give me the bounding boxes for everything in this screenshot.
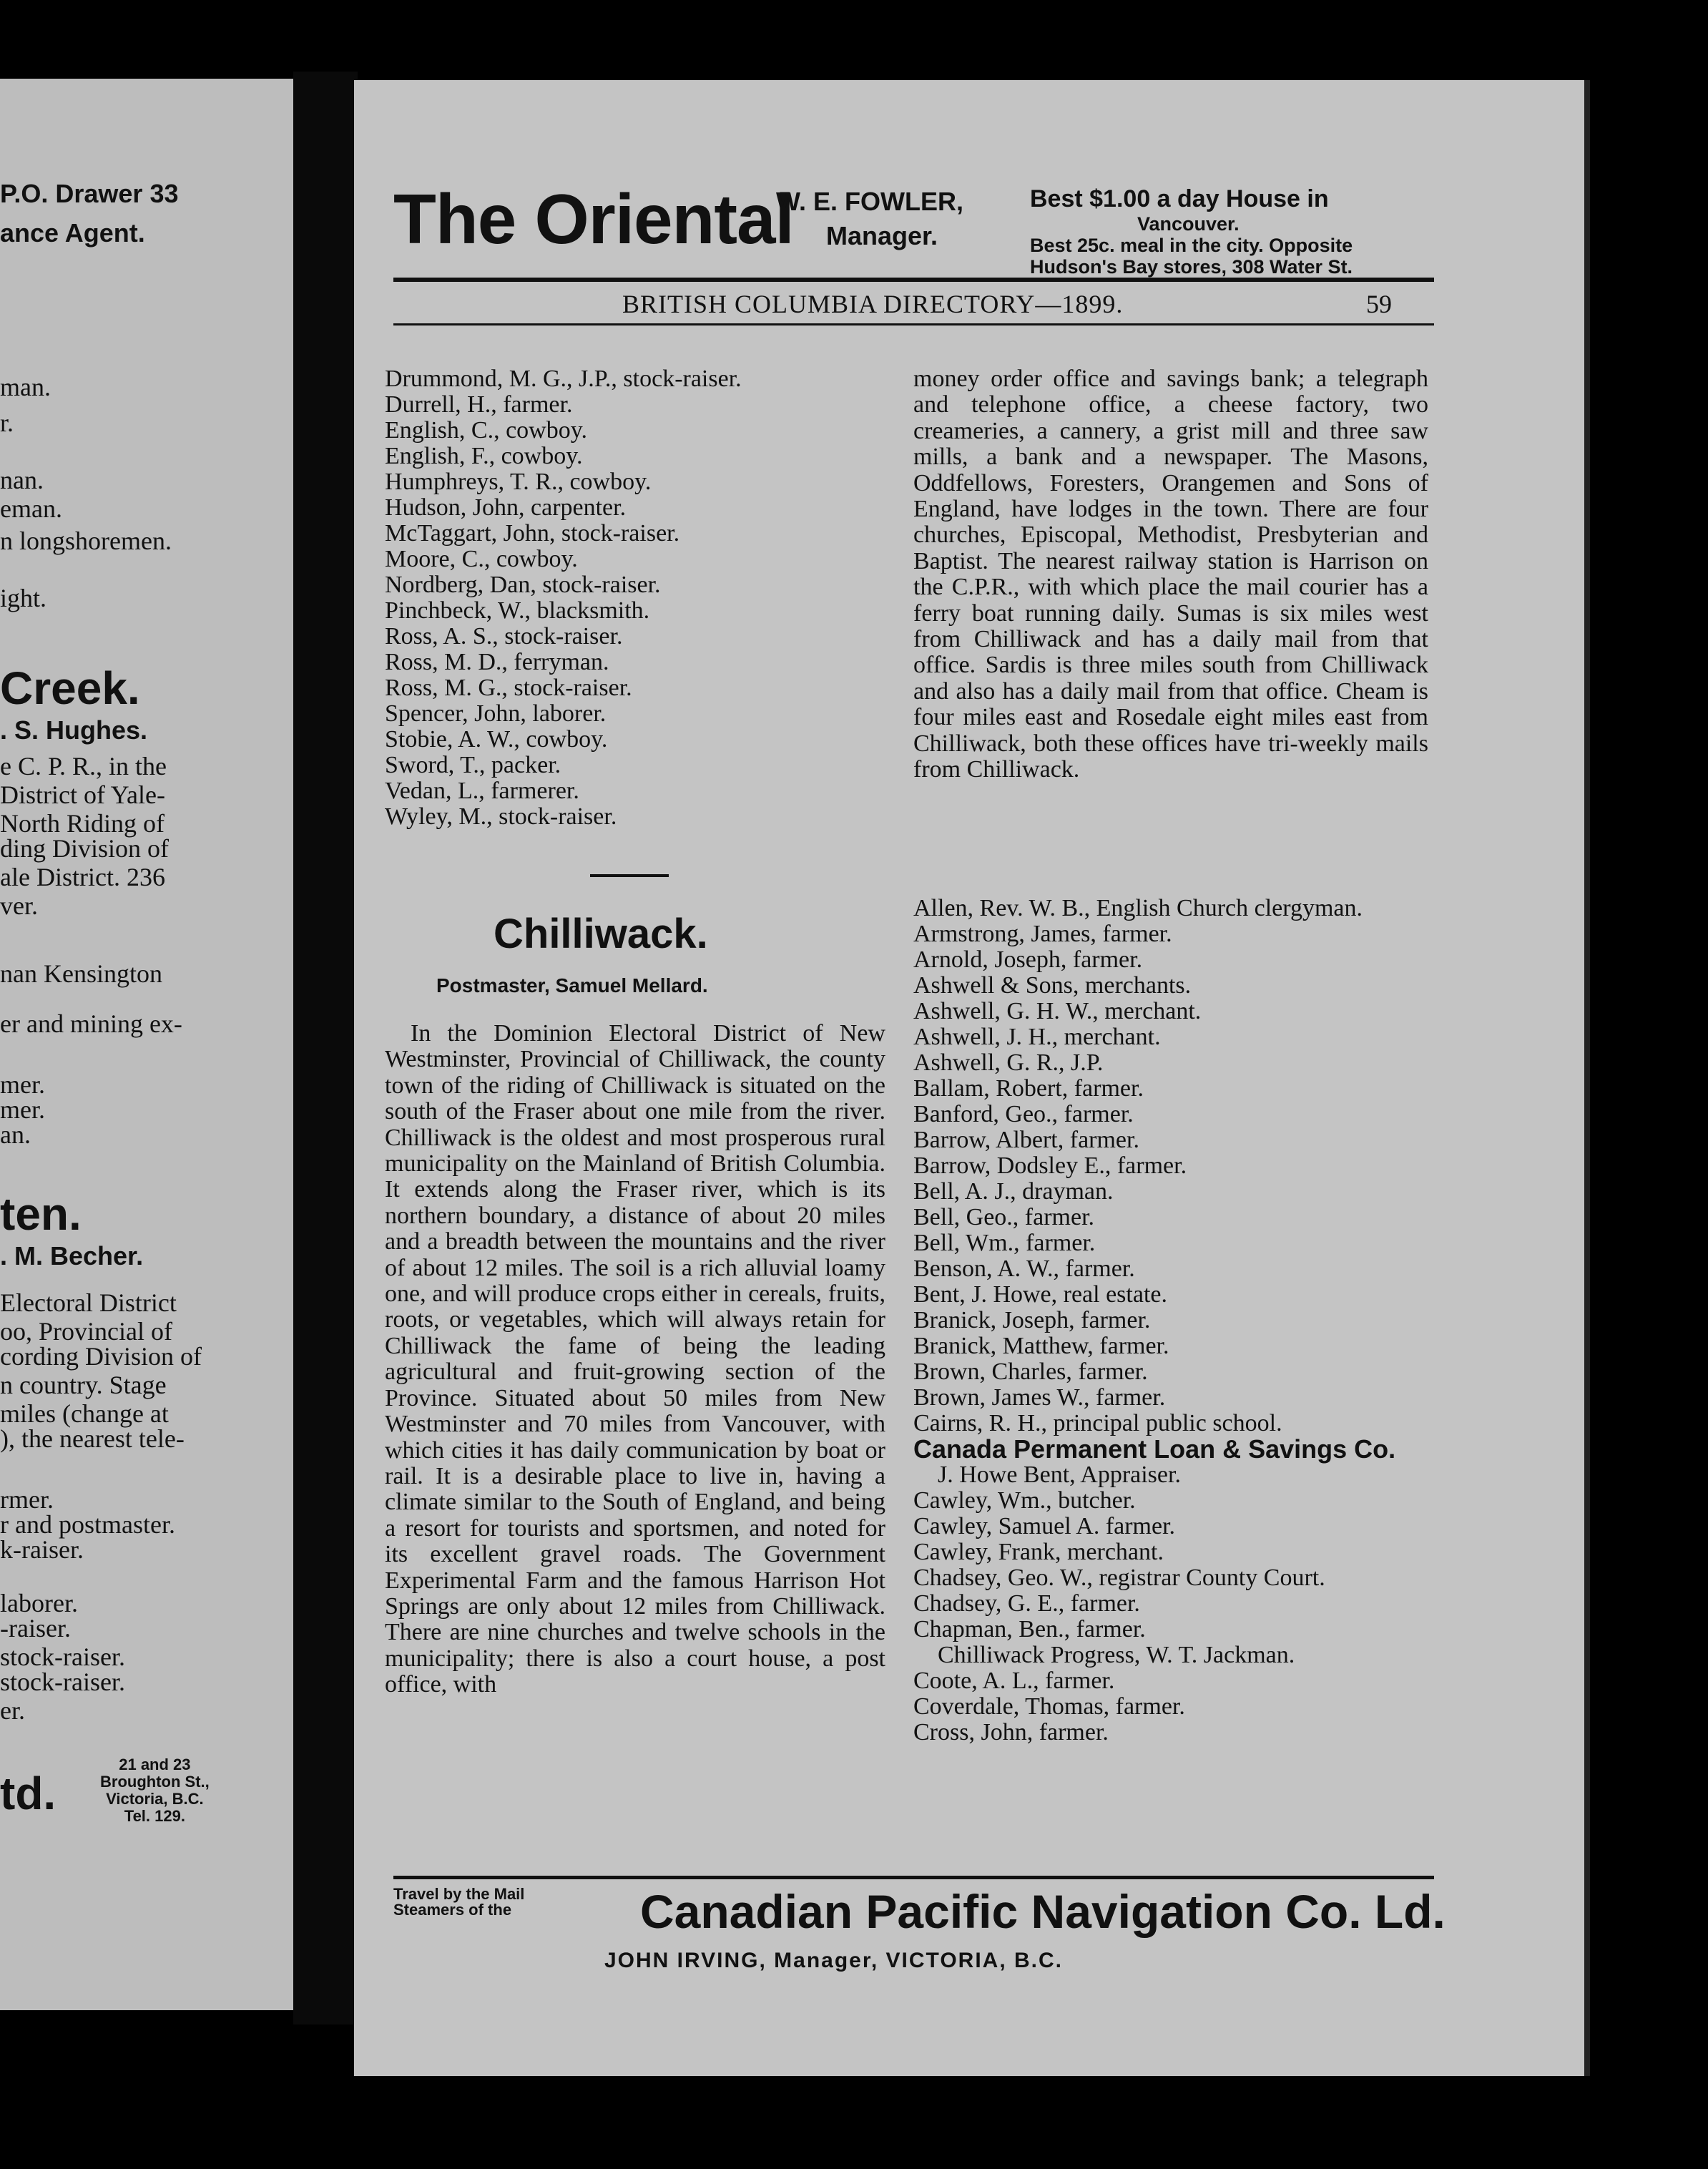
directory-entry: Cairns, R. H., principal public school. [913,1410,1282,1436]
address-line: Tel. 129. [124,1807,185,1825]
previous-page-line: er and mining ex- [0,1009,182,1038]
directory-entry: Banford, Geo., farmer. [913,1101,1134,1127]
directory-entry: Cross, John, farmer. [913,1719,1109,1746]
page-number: 59 [1366,290,1392,318]
previous-page-line: rmer. [0,1485,54,1514]
previous-page-line: ance Agent. [0,218,145,248]
directory-entry: Bent, J. Howe, real estate. [913,1281,1167,1308]
directory-entry: Ross, A. S., stock-raiser. [385,623,623,650]
previous-page-line: an. [0,1120,31,1149]
directory-entry: Stobie, A. W., cowboy. [385,726,608,753]
previous-page-line: District of Yale- [0,780,165,809]
running-head-rule [393,323,1434,325]
advert-line-1: Best $1.00 a day House in [1030,185,1329,212]
directory-entry: Chilliwack Progress, W. T. Jackman. [938,1642,1295,1668]
directory-entry: Chadsey, Geo. W., registrar County Court. [913,1565,1325,1591]
directory-entry: Spencer, John, laborer. [385,700,607,727]
previous-page-line: P.O. Drawer 33 [0,179,179,208]
directory-entry: Bell, Geo., farmer. [913,1204,1095,1230]
business-heading: Canada Permanent Loan & Savings Co. [913,1434,1396,1464]
advert-title: The Oriental [393,180,794,258]
previous-page-line: stock-raiser. [0,1668,125,1696]
directory-entry: J. Howe Bent, Appraiser. [938,1461,1181,1488]
directory-entry: Brown, James W., farmer. [913,1384,1166,1411]
directory-entry: Durrell, H., farmer. [385,391,573,418]
place-heading: Chilliwack. [494,911,708,957]
directory-entry: Pinchbeck, W., blacksmith. [385,597,650,624]
previous-page-line: ale District. 236 [0,863,165,891]
previous-page-line: man. [0,373,51,401]
left-column-entries [385,366,885,830]
previous-page-line: mer. [0,1070,45,1099]
directory-entry: Vedan, L., farmerer. [385,778,579,804]
previous-page-line: stock-raiser. [0,1642,125,1671]
directory-entry: Sword, T., packer. [385,752,561,778]
header-rule [393,278,1434,282]
previous-page-address [100,1756,210,1825]
advert-line-3: Best 25c. meal in the city. Opposite [1030,235,1353,256]
previous-page-line: . S. Hughes. [0,715,148,745]
previous-page-line: ight. [0,584,47,612]
previous-page-line: laborer. [0,1589,78,1617]
advert-manager [776,185,963,253]
previous-page-fragment [0,79,293,2010]
footer-travel-note [393,1886,524,1918]
directory-entry: Wyley, M., stock-raiser. [385,803,617,830]
directory-entry: Ross, M. G., stock-raiser. [385,675,632,701]
advert-tagline [1030,185,1353,278]
directory-entry: Hudson, John, carpenter. [385,494,627,521]
previous-page-line: Creek. [0,662,140,714]
directory-page [354,80,1590,2076]
directory-entry: Chadsey, G. E., farmer. [913,1590,1140,1617]
section-divider [590,874,669,877]
directory-entry: Ashwell, G. H. W., merchant. [913,998,1202,1024]
running-head: BRITISH COLUMBIA DIRECTORY—1899. [622,290,1124,318]
address-line: Victoria, B.C. [106,1790,204,1808]
directory-entry: Ballam, Robert, farmer. [913,1075,1144,1102]
directory-entry: English, C., cowboy. [385,417,588,444]
manager-name: W. E. FOWLER, [776,187,963,216]
previous-page-line: ), the nearest tele- [0,1424,185,1453]
directory-entry: Armstrong, James, farmer. [913,921,1172,947]
previous-page-line: ver. [0,891,38,920]
travel-line-2: Steamers of the [393,1901,512,1919]
footer-rule [393,1876,1434,1879]
directory-entry: English, F., cowboy. [385,443,583,469]
directory-entry: Ashwell, G. R., J.P. [913,1049,1104,1076]
directory-entry: Chapman, Ben., farmer. [913,1616,1146,1642]
postmaster-line: Postmaster, Samuel Mellard. [436,974,708,997]
previous-page-line: ding Division of [0,834,170,863]
previous-page-line: North Riding of [0,809,165,838]
previous-page-line: n longshoremen. [0,527,172,555]
address-line: 21 and 23 [119,1756,191,1773]
footer-manager: JOHN IRVING, Manager, VICTORIA, B.C. [604,1949,1064,1972]
previous-page-line: n country. Stage [0,1371,167,1399]
directory-entry: Ashwell, J. H., merchant. [913,1024,1161,1050]
travel-line-1: Travel by the Mail [393,1885,525,1903]
directory-entry: Benson, A. W., farmer. [913,1255,1135,1282]
book-gutter [293,72,358,2024]
directory-entry: Barrow, Dodsley E., farmer. [913,1152,1187,1179]
previous-page-line: r and postmaster. [0,1510,175,1539]
directory-entry: Drummond, M. G., J.P., stock-raiser. [385,366,742,392]
footer-company: Canadian Pacific Navigation Co. Ld. [640,1885,1446,1938]
previous-page-line: Electoral District [0,1288,177,1317]
directory-entry: Bell, Wm., farmer. [913,1230,1096,1256]
previous-page-line: e C. P. R., in the [0,752,167,780]
directory-entry: Coverdale, Thomas, farmer. [913,1693,1185,1720]
previous-page-line: r. [0,408,14,437]
directory-entry: Cawley, Frank, merchant. [913,1539,1164,1565]
directory-entry: Bell, A. J., drayman. [913,1178,1114,1205]
previous-page-line: td. [0,1768,57,1819]
previous-page-line: . M. Becher. [0,1241,144,1270]
directory-entry: Nordberg, Dan, stock-raiser. [385,572,661,598]
directory-entry: Cawley, Samuel A. farmer. [913,1513,1176,1539]
previous-page-line: nan Kensington [0,959,162,988]
directory-entry: Brown, Charles, farmer. [913,1358,1148,1385]
manager-role: Manager. [826,221,938,250]
directory-entry: Ashwell & Sons, merchants. [913,972,1192,999]
directory-entry: Cawley, Wm., butcher. [913,1487,1136,1514]
directory-entry: Ross, M. D., ferryman. [385,649,609,675]
directory-entry: Arnold, Joseph, farmer. [913,946,1143,973]
advert-line-2: Vancouver. [1137,213,1240,235]
directory-entry: Branick, Matthew, farmer. [913,1333,1169,1359]
previous-page-line: oo, Provincial of [0,1317,172,1346]
directory-entry: Moore, C., cowboy. [385,546,578,572]
advert-line-4: Hudson's Bay stores, 308 Water St. [1030,256,1353,278]
chilliwack-description: In the Dominion Electoral District of New Westminster, Provincial of Chilliwack, the county town of the riding of Chilliwack is situated on the south of the Fraser about one mile from the river. Chilliwack is the oldest and most prosperous rural municipality on the Mainland of British Columbia. It extends along the Fraser river, which is its northern boundary, a distance of about 20 miles and a breadth between the mountains and the river of about 12 miles. The soil is a rich alluvial loamy one, and will produce crops either in cereals, fruits, roots, or vegetables, which will always retain for Chilliwack the fame of being the leading agricultural and fruit-growing section of the Province. Situated about 50 miles from New Westminster and 70 miles from Vancouver, with which cities it has daily communication by boat or rail. It is a desirable place to live in, having a climate similar to the South of England, and being a resort for tourists and sportsmen, and noted for its excellent gravel roads. The Government Experimental Farm and the famous Harrison Hot Springs are only about 12 miles from Chilliwack. There are nine churches and twelve schools in the municipality; there is also a court house, a post office, with [385,1020,885,1698]
directory-entry: Branick, Joseph, farmer. [913,1307,1151,1333]
previous-page-line: mer. [0,1095,45,1124]
chilliwack-description-continued: money order office and savings bank; a telegraph and telephone office, a cheese factory, two creameries, a cannery, a grist mill and three saw mills, a bank and a newspaper. The Masons, Oddfellows, Foresters, Orangemen and Sons of England, have lodges in the town. There are four churches, Episcopal, Methodist, Presbyterian and Baptist. The nearest railway station is Harrison on the C.P.R., with which place the mail courier has a ferry boat running daily. Sumas is six miles west from Chilliwack and has a daily mail from that office. Sardis is three miles south from Chilliwack and also has a daily mail from that office. Cheam is four miles east and Rosedale eight miles east from Chilliwack, both these offices have tri-weekly mails from Chilliwack. [913,366,1428,783]
previous-page-line: miles (change at [0,1399,169,1428]
previous-page-line: eman. [0,494,62,523]
previous-page-line: cording Division of [0,1342,202,1371]
address-line: Broughton St., [100,1773,210,1791]
previous-page-line: -raiser. [0,1614,71,1642]
previous-page-line: k-raiser. [0,1535,84,1564]
directory-entry: Humphreys, T. R., cowboy. [385,469,652,495]
previous-page-line: nan. [0,466,44,494]
previous-page-line: er. [0,1696,25,1725]
right-column-entries [913,896,1428,1746]
directory-entry: McTaggart, John, stock-raiser. [385,520,680,547]
directory-entry: Coote, A. L., farmer. [913,1668,1115,1694]
directory-entry: Barrow, Albert, farmer. [913,1127,1139,1153]
previous-page-line: ten. [0,1188,82,1240]
directory-entry: Allen, Rev. W. B., English Church clergyman. [913,895,1363,921]
